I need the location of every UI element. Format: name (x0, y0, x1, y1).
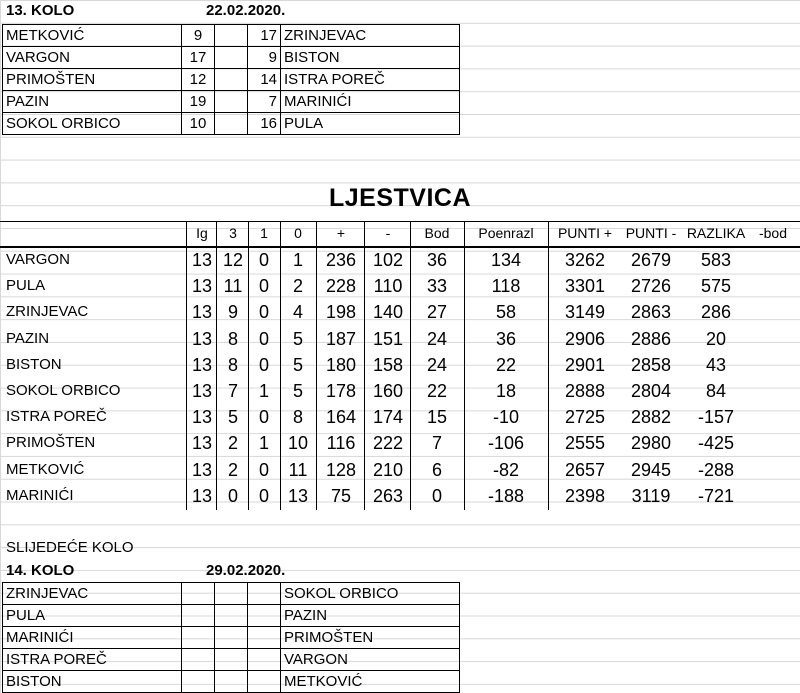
cell-played: 13 (191, 433, 213, 454)
cell-punti-plus: 3301 (564, 276, 606, 297)
cell-razlika: 286 (700, 302, 732, 323)
next-fixture-row (3, 671, 460, 693)
cell-plus: 75 (330, 485, 352, 506)
cell-played: 13 (191, 459, 213, 480)
home-team: ISTRA POREČ (3, 649, 182, 671)
team-name: METKOVIĆ (6, 460, 85, 478)
score-separator-cell (215, 91, 248, 113)
home-team: METKOVIĆ (3, 25, 182, 47)
standings-row (0, 379, 800, 403)
empty-cell (215, 583, 248, 605)
home-score: 10 (182, 113, 215, 135)
cell-razlika: -425 (697, 433, 735, 454)
cell-played: 13 (191, 485, 213, 506)
cell-punti-plus: 3262 (564, 250, 606, 270)
cell-losses: 10 (287, 433, 309, 454)
cell-punti-minus: 2679 (630, 250, 672, 270)
next-fixture-row (3, 649, 460, 671)
cell-punti-plus: 2657 (564, 459, 606, 480)
cell-draws: 0 (258, 328, 269, 349)
cell-plus: 164 (325, 407, 357, 428)
away-team: PULA (281, 113, 460, 135)
cell-points: 33 (426, 276, 448, 297)
score-separator-cell (215, 69, 248, 91)
cell-razlika: 84 (705, 381, 727, 401)
away-team: SOKOL ORBICO (281, 583, 460, 605)
next-round-date: 29.02.2020. (206, 562, 286, 579)
cell-punti-minus: 2726 (630, 276, 672, 297)
standings-row (0, 327, 800, 351)
header-wins: 3 (229, 225, 237, 241)
home-score: 9 (182, 25, 215, 47)
standings-row (0, 458, 800, 482)
standings-row (0, 300, 800, 324)
header-points: Bod (424, 225, 450, 241)
cell-draws: 0 (258, 407, 269, 428)
empty-cell (215, 671, 248, 693)
empty-cell (248, 627, 281, 649)
cell-plus: 236 (325, 250, 357, 270)
column-separator (280, 221, 281, 510)
column-separator (316, 221, 317, 510)
column-separator (364, 221, 365, 510)
cell-played: 13 (191, 354, 213, 375)
cell-played: 13 (191, 302, 213, 323)
standings-row (0, 248, 800, 272)
home-team: VARGON (3, 47, 182, 69)
cell-losses: 5 (292, 354, 303, 375)
cell-draws: 0 (258, 302, 269, 323)
next-fixture-row (3, 627, 460, 649)
cell-draws: 0 (258, 276, 269, 297)
home-team: SOKOL ORBICO (3, 113, 182, 135)
cell-punti-minus: 3119 (631, 485, 671, 506)
home-team: PULA (3, 605, 182, 627)
cell-minus: 158 (372, 354, 404, 375)
round13-match-row (3, 47, 460, 69)
cell-points: 15 (426, 407, 448, 428)
home-score: 17 (182, 47, 215, 69)
cell-razlika: 583 (700, 250, 732, 270)
round13-date: 22.02.2020. (206, 2, 286, 19)
standings-row (0, 274, 800, 298)
cell-losses: 5 (292, 381, 303, 401)
home-team: PAZIN (3, 91, 182, 113)
cell-plus: 180 (325, 354, 357, 375)
score-separator-cell (215, 113, 248, 135)
header-top-rule (0, 221, 800, 222)
cell-draws: 1 (258, 381, 269, 401)
column-separator (186, 221, 187, 510)
away-score: 9 (248, 47, 281, 69)
away-team: BISTON (281, 47, 460, 69)
cell-punti-plus: 2901 (564, 354, 606, 375)
cell-losses: 13 (287, 485, 309, 506)
round13-match-row (3, 113, 460, 135)
empty-cell (182, 605, 215, 627)
team-name: PRIMOŠTEN (6, 434, 96, 452)
cell-razlika: 575 (700, 276, 732, 297)
cell-punti-plus: 2888 (564, 381, 606, 401)
cell-wins: 11 (223, 276, 243, 297)
cell-razlika: 20 (705, 328, 727, 349)
cell-minus: 174 (372, 407, 404, 428)
cell-played: 13 (191, 381, 213, 401)
cell-losses: 8 (292, 407, 303, 428)
next-round-fixtures-table (2, 582, 460, 693)
away-team: PRIMOŠTEN (281, 627, 460, 649)
cell-razlika: -721 (697, 485, 735, 506)
cell-punti-minus: 2980 (630, 433, 672, 454)
cell-diff: -106 (487, 433, 525, 454)
home-team: MARINIĆI (3, 627, 182, 649)
cell-diff: 58 (495, 302, 517, 323)
away-score: 7 (248, 91, 281, 113)
away-team: ISTRA POREČ (281, 69, 460, 91)
cell-minus: 151 (372, 328, 404, 349)
cell-plus: 178 (325, 381, 357, 401)
cell-wins: 0 (227, 485, 238, 506)
standings-header (0, 221, 800, 245)
standings-row (0, 353, 800, 377)
away-score: 14 (248, 69, 281, 91)
next-round-label: 14. KOLO (6, 562, 75, 579)
home-team: PRIMOŠTEN (3, 69, 182, 91)
cell-draws: 0 (258, 250, 269, 270)
cell-plus: 128 (325, 459, 357, 480)
cell-diff: 134 (490, 250, 522, 270)
home-score: 12 (182, 69, 215, 91)
header-razlika: RAZLIKA (686, 225, 746, 241)
header-bottom-rule (0, 246, 800, 248)
empty-cell (215, 627, 248, 649)
cell-plus: 228 (325, 276, 357, 297)
cell-points: 24 (426, 354, 448, 375)
away-team: MARINIĆI (281, 91, 460, 113)
cell-diff: -10 (492, 407, 519, 428)
header-diff: Poenrazl (478, 225, 534, 241)
cell-punti-plus: 2555 (564, 433, 606, 454)
cell-wins: 2 (227, 433, 238, 454)
round13-match-row (3, 91, 460, 113)
team-name: ISTRA POREČ (6, 408, 107, 426)
cell-losses: 11 (288, 459, 308, 480)
away-score: 17 (248, 25, 281, 47)
cell-plus: 187 (325, 328, 357, 349)
cell-plus: 198 (325, 302, 357, 323)
away-team: METKOVIĆ (281, 671, 460, 693)
column-separator (248, 221, 249, 510)
header-punti-plus: PUNTI + (557, 225, 613, 241)
column-separator (548, 221, 549, 510)
column-separator (464, 221, 465, 510)
round13-match-row (3, 69, 460, 91)
header-punti-minus: PUNTI - (625, 225, 677, 241)
standings-row (0, 484, 800, 508)
cell-diff: 36 (495, 328, 517, 349)
away-team: PAZIN (281, 605, 460, 627)
standings-row (0, 405, 800, 429)
away-team: ZRINJEVAC (281, 25, 460, 47)
cell-diff: 18 (495, 381, 517, 401)
cell-losses: 2 (292, 276, 303, 297)
header-plus: + (336, 225, 346, 241)
cell-punti-minus: 2882 (630, 407, 672, 428)
away-score: 16 (248, 113, 281, 135)
cell-played: 13 (191, 276, 213, 297)
cell-wins: 2 (227, 459, 238, 480)
cell-minus: 140 (372, 302, 404, 323)
cell-wins: 5 (227, 407, 238, 428)
cell-wins: 12 (222, 250, 244, 270)
cell-punti-plus: 2906 (564, 328, 606, 349)
cell-razlika: 43 (705, 354, 727, 375)
cell-razlika: -288 (697, 459, 735, 480)
cell-points: 22 (426, 381, 448, 401)
empty-cell (248, 649, 281, 671)
cell-minus: 102 (372, 250, 404, 270)
cell-punti-plus: 2398 (564, 485, 606, 506)
standings-title: LJESTVICA (328, 184, 472, 212)
cell-played: 13 (191, 250, 213, 270)
cell-minus: 110 (373, 276, 403, 297)
cell-draws: 1 (258, 433, 269, 454)
round13-results-table (2, 24, 460, 135)
cell-draws: 0 (258, 485, 269, 506)
cell-minus: 222 (372, 433, 404, 454)
cell-draws: 0 (258, 459, 269, 480)
standings-row (0, 431, 800, 455)
home-team: BISTON (3, 671, 182, 693)
cell-minus: 160 (372, 381, 404, 401)
column-separator (216, 221, 217, 510)
team-name: PULA (6, 277, 46, 295)
empty-cell (248, 605, 281, 627)
cell-points: 36 (426, 250, 448, 270)
cell-wins: 7 (227, 381, 238, 401)
cell-wins: 9 (227, 302, 238, 323)
score-separator-cell (215, 47, 248, 69)
cell-punti-minus: 2945 (630, 459, 672, 480)
cell-punti-plus: 2725 (564, 407, 606, 428)
header-bod-minus: -bod (758, 225, 788, 241)
team-name: BISTON (6, 355, 62, 373)
cell-minus: 210 (372, 459, 404, 480)
next-fixture-row (3, 605, 460, 627)
round13-match-row (3, 25, 460, 47)
cell-played: 13 (191, 407, 213, 428)
cell-points: 27 (426, 302, 448, 323)
cell-played: 13 (191, 328, 213, 349)
cell-diff: -188 (487, 485, 525, 506)
round13-label: 13. KOLO (6, 2, 75, 19)
cell-diff: 22 (495, 354, 517, 375)
team-name: VARGON (6, 251, 70, 268)
home-score: 19 (182, 91, 215, 113)
cell-razlika: -157 (697, 407, 735, 428)
team-name: MARINIĆI (6, 486, 74, 504)
next-round-caption: SLIJEDEĆE KOLO (6, 539, 134, 556)
empty-cell (182, 627, 215, 649)
empty-cell (182, 671, 215, 693)
cell-minus: 263 (372, 485, 404, 506)
empty-cell (182, 649, 215, 671)
empty-cell (248, 671, 281, 693)
cell-punti-minus: 2886 (630, 328, 672, 349)
cell-losses: 4 (292, 302, 303, 323)
cell-diff: -82 (492, 459, 519, 480)
cell-draws: 0 (258, 354, 269, 375)
cell-punti-minus: 2863 (630, 302, 672, 323)
home-team: ZRINJEVAC (3, 583, 182, 605)
team-name: ZRINJEVAC (6, 303, 89, 321)
cell-points: 24 (426, 328, 448, 349)
team-name: PAZIN (6, 329, 50, 347)
cell-punti-minus: 2858 (630, 354, 672, 375)
away-team: VARGON (281, 649, 460, 671)
cell-losses: 1 (292, 250, 303, 270)
header-minus: - (385, 225, 391, 241)
cell-punti-minus: 2804 (630, 381, 672, 401)
empty-cell (182, 583, 215, 605)
cell-points: 0 (431, 485, 442, 506)
cell-wins: 8 (227, 354, 238, 375)
cell-wins: 8 (227, 328, 238, 349)
score-separator-cell (215, 25, 248, 47)
cell-diff: 118 (491, 276, 521, 297)
cell-points: 7 (431, 433, 442, 454)
cell-losses: 5 (292, 328, 303, 349)
column-separator (410, 221, 411, 510)
cell-plus: 116 (326, 433, 356, 454)
empty-cell (215, 649, 248, 671)
team-name: SOKOL ORBICO (6, 382, 121, 399)
empty-cell (215, 605, 248, 627)
empty-cell (248, 583, 281, 605)
header-played: Ig (196, 225, 208, 241)
header-draws: 1 (260, 225, 268, 241)
cell-points: 6 (431, 459, 442, 480)
next-fixture-row (3, 583, 460, 605)
header-losses: 0 (294, 225, 302, 241)
cell-punti-plus: 3149 (564, 302, 606, 323)
